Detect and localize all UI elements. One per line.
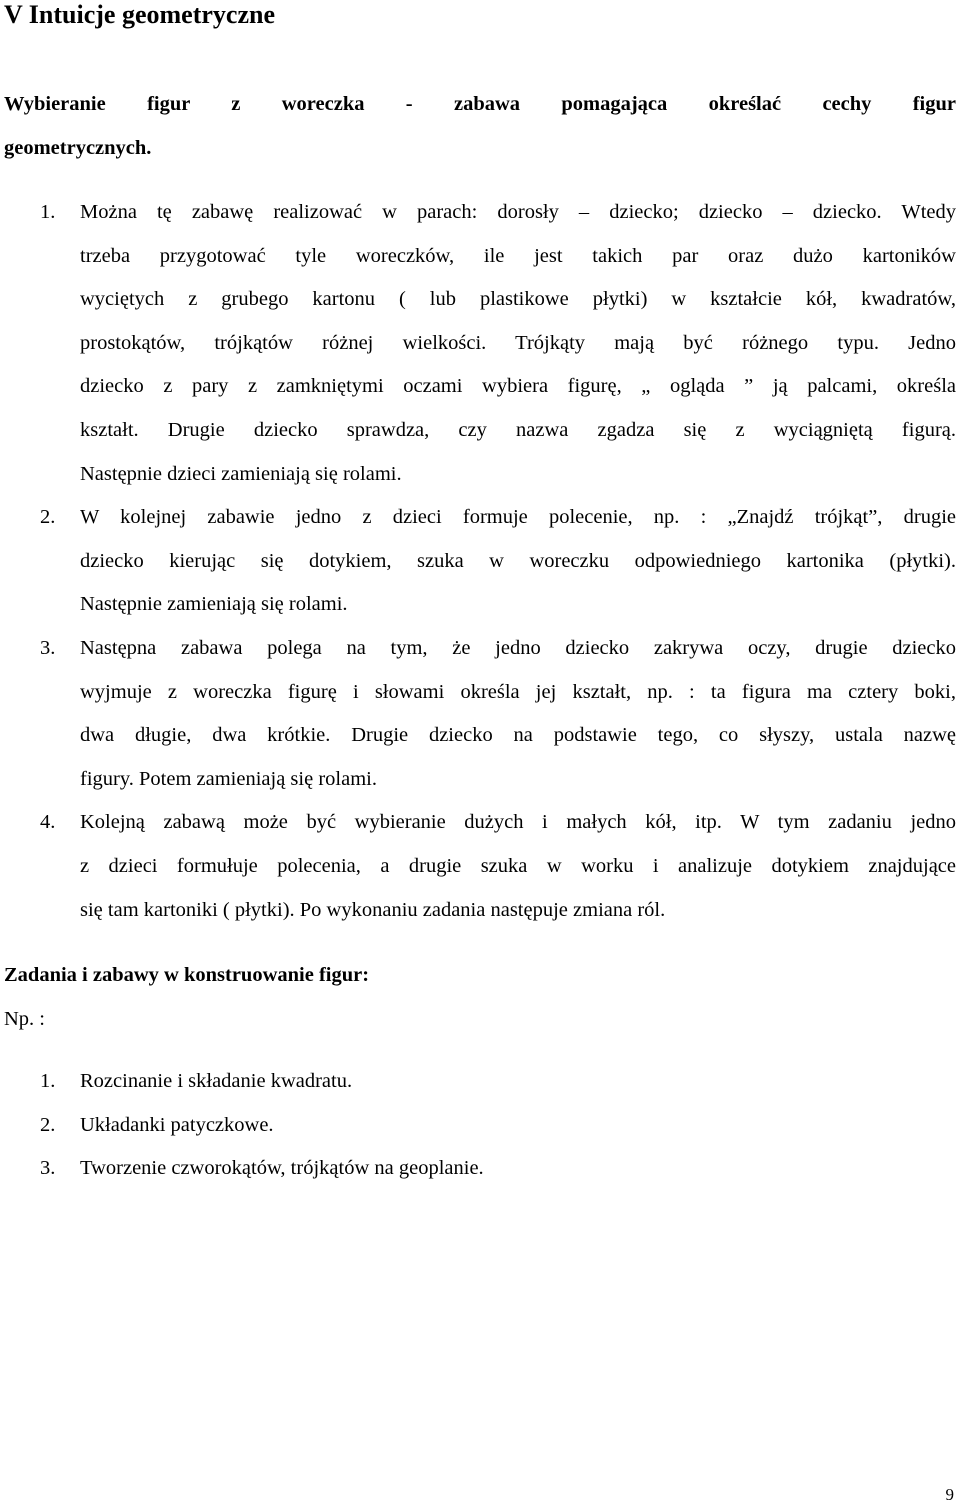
construction-list	[0, 1060, 960, 1191]
text-line: dziecko z pary z zamkniętymi oczami wybiera figurę, „ ogląda ” ją palcami, określa	[80, 375, 956, 398]
text-line: dwa długie, dwa krótkie. Drugie dziecko na podstawie tego, co słyszy, ustala nazwę	[80, 724, 956, 747]
text-line: Następna zabawa polega na tym, że jedno dziecko zakrywa oczy, drugie dziecko	[80, 636, 956, 659]
section-heading-line: geometrycznych.	[4, 136, 152, 159]
activity-list	[0, 191, 960, 932]
text-line: Następnie zamieniają się rolami.	[80, 593, 348, 616]
text-line: z dzieci formułuje polecenia, a drugie szuka w worku i analizuje dotykiem znajdujące	[80, 854, 956, 877]
text-line: dziecko kierując się dotykiem, szuka w woreczku odpowiedniego kartonika (płytki).	[80, 549, 956, 572]
text-line: wyciętych z grubego kartonu ( lub plastikowe płytki) w kształcie kół, kwadratów,	[80, 288, 956, 311]
chapter-title: V Intuicje geometryczne	[4, 0, 275, 29]
list-item-number: 1.	[40, 1070, 56, 1092]
section-heading-line: Zadania i zabawy w konstruowanie figur:	[4, 964, 370, 986]
list-item-text	[80, 801, 956, 932]
text-line: figury. Potem zamieniają się rolami.	[80, 767, 377, 790]
list-item-number: 3.	[40, 636, 56, 659]
list-item	[0, 627, 960, 801]
list-item-text	[80, 627, 956, 801]
list-item-number: 2.	[40, 506, 56, 529]
note-label: Np. :	[4, 1008, 45, 1030]
list-item	[0, 496, 960, 627]
text-line: trzeba przygotować tyle woreczków, ile jest takich par oraz dużo kartoników	[80, 244, 956, 267]
section-heading-line: Wybieranie figur z woreczka - zabawa pomagająca określać cechy figur	[4, 93, 956, 115]
list-item	[0, 191, 960, 496]
section-heading-constructing	[4, 954, 956, 998]
text-line: prostokątów, trójkątów różnej wielkości. Trójkąty mają być różnego typu. Jedno	[80, 331, 956, 354]
text-line: Można tę zabawę realizować w parach: dorosły – dziecko; dziecko – dziecko. Wtedy	[80, 201, 956, 223]
list-item	[0, 1060, 960, 1104]
list-item-text	[80, 191, 956, 496]
list-item-number: 3.	[40, 1157, 56, 1180]
list-item	[0, 1104, 960, 1148]
list-item-text: Układanki patyczkowe.	[80, 1113, 274, 1136]
section-heading	[4, 83, 956, 170]
list-item-text: Rozcinanie i składanie kwadratu.	[80, 1070, 353, 1092]
list-item	[0, 801, 960, 932]
text-line: wyjmuje z woreczka figurę i słowami określa jej kształt, np. : ta figura ma cztery boki,	[80, 680, 956, 703]
list-item-number: 1.	[40, 201, 56, 223]
text-line: Następnie dzieci zamieniają się rolami.	[80, 462, 402, 485]
text-line: kształt. Drugie dziecko sprawdza, czy nazwa zgadza się z wyciągniętą figurą.	[80, 418, 956, 441]
page-number: 9	[945, 1485, 954, 1504]
list-item-number: 2.	[40, 1113, 56, 1136]
text-line: W kolejnej zabawie jedno z dzieci formuje polecenie, np. : „Znajdź trójkąt”, drugie	[80, 506, 956, 529]
list-item-number: 4.	[40, 811, 56, 834]
text-line: Kolejną zabawą może być wybieranie dużych i małych kół, itp. W tym zadaniu jedno	[80, 811, 956, 834]
text-line: się tam kartoniki ( płytki). Po wykonaniu zadania następuje zmiana ról.	[80, 898, 666, 921]
list-item-text	[80, 496, 956, 627]
list-item	[0, 1147, 960, 1191]
list-item-text: Tworzenie czworokątów, trójkątów na geoplanie.	[80, 1157, 484, 1180]
